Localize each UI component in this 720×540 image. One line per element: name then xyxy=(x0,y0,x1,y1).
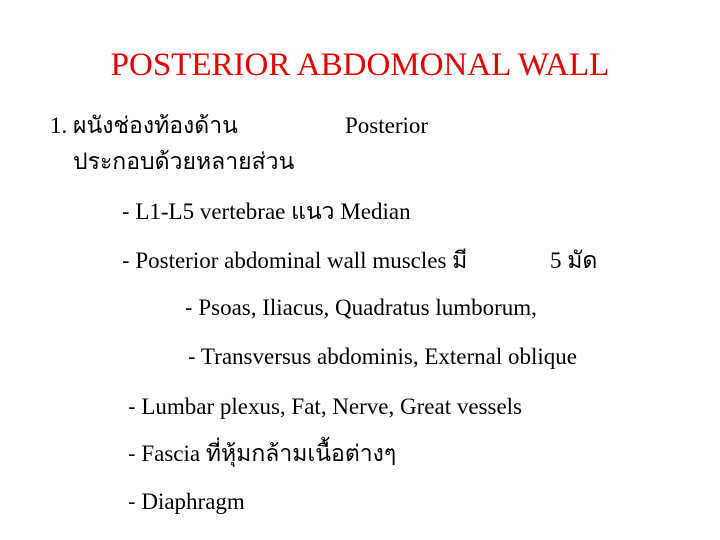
slide-title: POSTERIOR ABDOMONAL WALL xyxy=(110,47,610,83)
item-1-line xyxy=(50,112,238,140)
posterior-label: Posterior xyxy=(345,113,429,138)
bullet-dash: - xyxy=(122,200,130,224)
bullet-diaphragm xyxy=(128,488,245,516)
item-number: 1. xyxy=(50,113,68,138)
item-1-continuation-text: ประกอบด้วยหลายส่วน xyxy=(73,149,295,174)
bullet-text: L1-L5 vertebrae แนว Median xyxy=(135,199,411,224)
bullet-text: Transversus abdominis, External oblique xyxy=(200,344,577,369)
item-1-thai-text: ผนังช่องท้องด้าน xyxy=(73,113,238,138)
bullet-transversus xyxy=(188,343,577,371)
bullet-dash: - xyxy=(128,395,136,419)
bullet-dash: - xyxy=(122,249,130,273)
item-1-continuation xyxy=(73,148,294,176)
bullet-text: Posterior abdominal wall muscles มี xyxy=(135,248,468,273)
bullet-dash: - xyxy=(128,442,136,466)
bullet-psoas xyxy=(185,294,537,322)
bullet-dash: - xyxy=(188,345,196,369)
bullet-text: Psoas, Iliacus, Quadratus lumborum, xyxy=(198,295,537,320)
bullet-muscles xyxy=(122,247,467,275)
bullet-text: 5 มัด xyxy=(550,248,598,273)
bullet-text: Lumbar plexus, Fat, Nerve, Great vessels xyxy=(141,394,522,419)
bullet-muscles-count xyxy=(550,247,597,275)
bullet-vertebrae xyxy=(122,198,411,226)
bullet-text: Fascia ที่หุ้มกล้ามเนื้อต่างๆ xyxy=(141,441,397,466)
bullet-text: Diaphragm xyxy=(141,489,245,514)
bullet-dash: - xyxy=(128,490,136,514)
bullet-lumbar-plexus xyxy=(128,393,522,421)
item-1-english-text xyxy=(345,112,428,140)
bullet-dash: - xyxy=(185,296,193,320)
bullet-fascia xyxy=(128,440,396,468)
